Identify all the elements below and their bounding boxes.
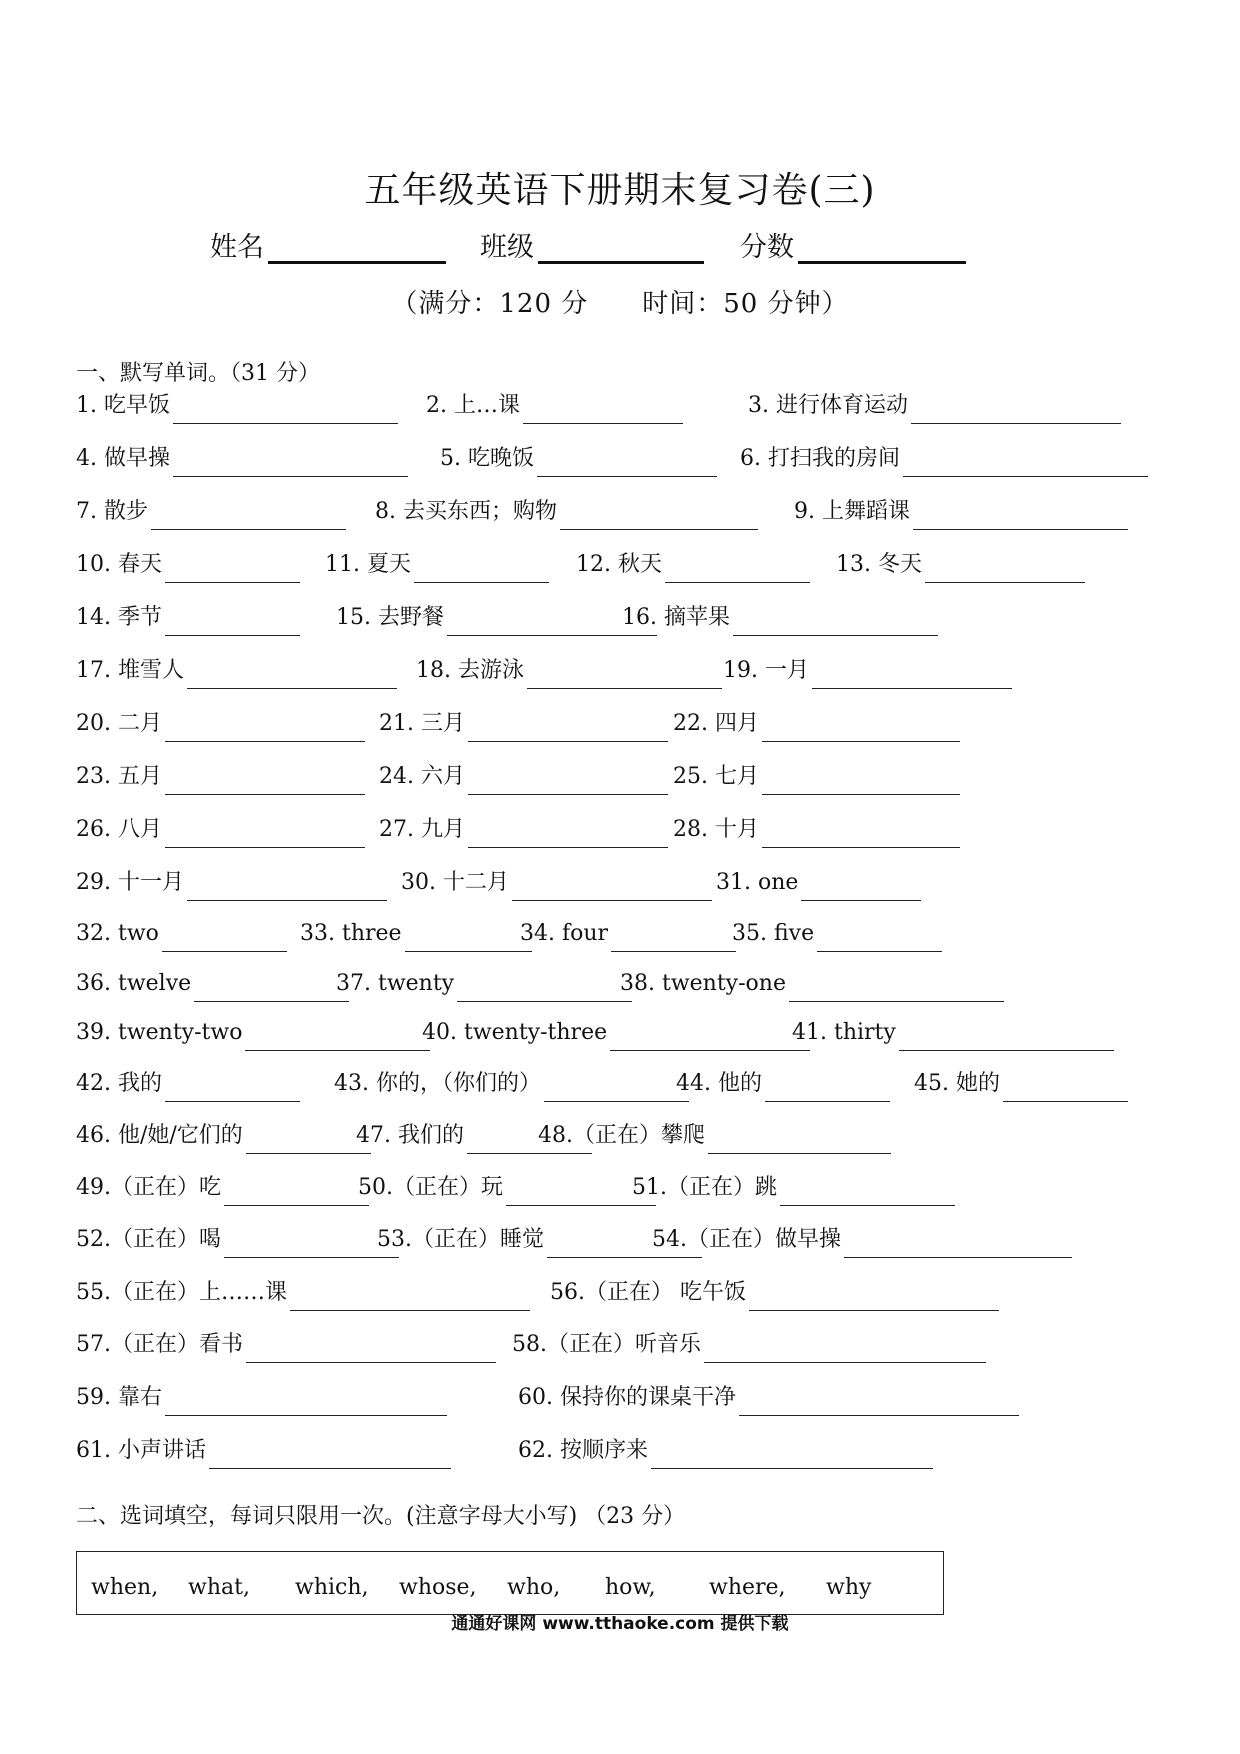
- vocabulary-prompt: 33. three: [300, 921, 402, 946]
- answer-blank[interactable]: [162, 923, 287, 952]
- answer-blank[interactable]: [610, 1022, 810, 1051]
- vocabulary-item: [723, 653, 1012, 689]
- word-bank-word: whose,: [399, 1575, 477, 1600]
- answer-blank[interactable]: [708, 1125, 891, 1154]
- vocabulary-prompt: 42. 我的: [76, 1071, 162, 1096]
- answer-blank[interactable]: [899, 1022, 1114, 1051]
- name-field[interactable]: [268, 231, 446, 264]
- vocabulary-prompt: 56.（正在） 吃午饭: [550, 1280, 746, 1305]
- vocabulary-prompt: 19. 一月: [723, 658, 809, 683]
- word-bank-word: when,: [91, 1575, 159, 1600]
- vocabulary-prompt: 22. 四月: [673, 711, 759, 736]
- answer-blank[interactable]: [414, 554, 549, 583]
- answer-blank[interactable]: [665, 554, 810, 583]
- vocabulary-prompt: 31. one: [716, 870, 799, 895]
- answer-blank[interactable]: [165, 554, 300, 583]
- vocabulary-prompt: 7. 散步: [76, 499, 148, 524]
- vocabulary-item: [76, 1327, 496, 1363]
- vocabulary-prompt: 24. 六月: [379, 764, 465, 789]
- vocabulary-prompt: 41. thirty: [792, 1020, 896, 1045]
- answer-blank[interactable]: [523, 395, 683, 424]
- footer-credit: 通通好课网 www.tthaoke.com 提供下载: [451, 1614, 789, 1634]
- answer-blank[interactable]: [468, 766, 668, 795]
- score-field[interactable]: [798, 231, 966, 264]
- answer-blank[interactable]: [173, 448, 408, 477]
- vocabulary-item: [76, 865, 387, 901]
- vocabulary-item: [620, 966, 1004, 1002]
- vocabulary-item: [732, 916, 942, 952]
- vocabulary-item: [76, 1275, 530, 1311]
- vocabulary-item: [401, 865, 712, 901]
- vocabulary-item: [76, 1380, 447, 1416]
- answer-blank[interactable]: [468, 713, 668, 742]
- vocabulary-item: [76, 547, 300, 583]
- vocabulary-prompt: 49.（正在）吃: [76, 1175, 221, 1200]
- word-bank-word: which,: [295, 1575, 369, 1600]
- vocabulary-prompt: 4. 做早操: [76, 446, 170, 471]
- vocabulary-prompt: 32. two: [76, 921, 159, 946]
- answer-blank[interactable]: [245, 1022, 430, 1051]
- vocabulary-item: [836, 547, 1085, 583]
- vocabulary-item: [375, 494, 758, 530]
- answer-blank[interactable]: [537, 448, 717, 477]
- vocabulary-prompt: 34. four: [520, 921, 609, 946]
- vocabulary-prompt: 61. 小声讲话: [76, 1438, 206, 1463]
- answer-blank[interactable]: [165, 607, 300, 636]
- answer-blank[interactable]: [165, 1387, 447, 1416]
- score-label: 分数: [740, 232, 794, 263]
- vocabulary-prompt: 29. 十一月: [76, 870, 184, 895]
- vocabulary-prompt: 48.（正在）攀爬: [538, 1123, 705, 1148]
- vocabulary-item: [550, 1275, 999, 1311]
- answer-blank[interactable]: [187, 872, 387, 901]
- answer-blank[interactable]: [405, 923, 532, 952]
- vocabulary-item: [325, 547, 549, 583]
- word-bank-word: how,: [605, 1575, 656, 1600]
- vocabulary-prompt: 58.（正在）听音乐: [512, 1332, 701, 1357]
- vocabulary-item: [379, 812, 668, 848]
- page-title: 五年级英语下册期末复习卷(三): [364, 170, 876, 211]
- vocabulary-prompt: 20. 二月: [76, 711, 162, 736]
- answer-blank[interactable]: [762, 713, 960, 742]
- answer-blank[interactable]: [187, 660, 397, 689]
- vocabulary-prompt: 62. 按顺序来: [518, 1438, 648, 1463]
- vocabulary-item: [538, 1118, 891, 1154]
- vocabulary-item: [76, 966, 349, 1002]
- class-label: 班级: [480, 232, 534, 263]
- vocabulary-item: [673, 759, 960, 795]
- answer-blank[interactable]: [925, 554, 1085, 583]
- vocabulary-item: [416, 653, 722, 689]
- answer-blank[interactable]: [512, 872, 712, 901]
- vocabulary-prompt: 51.（正在）跳: [632, 1175, 777, 1200]
- word-bank-word: what,: [188, 1575, 250, 1600]
- vocabulary-item: [673, 812, 960, 848]
- answer-blank[interactable]: [151, 501, 346, 530]
- answer-blank[interactable]: [739, 1387, 1019, 1416]
- vocabulary-prompt: 39. twenty-two: [76, 1020, 243, 1045]
- answer-blank[interactable]: [173, 395, 398, 424]
- answer-blank[interactable]: [246, 1125, 371, 1154]
- vocabulary-prompt: 54.（正在）做早操: [652, 1227, 841, 1252]
- vocabulary-item: [76, 388, 398, 424]
- vocabulary-prompt: 57.（正在）看书: [76, 1332, 243, 1357]
- answer-blank[interactable]: [651, 1440, 933, 1469]
- answer-blank[interactable]: [903, 448, 1148, 477]
- class-field[interactable]: [538, 231, 704, 264]
- vocabulary-item: [740, 441, 1148, 477]
- answer-blank[interactable]: [165, 766, 365, 795]
- vocabulary-item: [76, 653, 397, 689]
- vocabulary-prompt: 8. 去买东西；购物: [375, 499, 557, 524]
- vocabulary-prompt: 38. twenty-one: [620, 971, 786, 996]
- vocabulary-item: [748, 388, 1121, 424]
- vocabulary-prompt: 23. 五月: [76, 764, 162, 789]
- word-bank-word: who,: [507, 1575, 561, 1600]
- vocabulary-item: [76, 759, 365, 795]
- vocabulary-prompt: 1. 吃早饭: [76, 393, 170, 418]
- answer-blank[interactable]: [165, 713, 365, 742]
- vocabulary-prompt: 46. 他/她/它们的: [76, 1123, 243, 1148]
- answer-blank[interactable]: [224, 1229, 399, 1258]
- vocabulary-item: [716, 865, 921, 901]
- vocabulary-item: [76, 1170, 369, 1206]
- vocabulary-prompt: 16. 摘苹果: [622, 605, 730, 630]
- vocabulary-prompt: 13. 冬天: [836, 552, 922, 577]
- vocabulary-item: [76, 1066, 300, 1102]
- word-bank-box: [76, 1551, 944, 1615]
- vocabulary-prompt: 45. 她的: [914, 1071, 1000, 1096]
- vocabulary-prompt: 3. 进行体育运动: [748, 393, 908, 418]
- word-bank-word: where,: [709, 1575, 786, 1600]
- answer-blank[interactable]: [749, 1282, 999, 1311]
- vocabulary-prompt: 52.（正在）喝: [76, 1227, 221, 1252]
- answer-blank[interactable]: [789, 973, 1004, 1002]
- vocabulary-prompt: 36. twelve: [76, 971, 192, 996]
- vocabulary-item: [379, 759, 668, 795]
- vocabulary-item: [300, 916, 532, 952]
- vocabulary-item: [76, 494, 346, 530]
- section-2-heading: 二、选词填空，每词只限用一次。(注意字母大小写) （23 分）: [76, 1504, 686, 1529]
- vocabulary-item: [76, 441, 408, 477]
- vocabulary-item: [676, 1066, 890, 1102]
- name-label: 姓名: [210, 232, 264, 263]
- vocabulary-prompt: 26. 八月: [76, 817, 162, 842]
- vocabulary-item: [76, 916, 287, 952]
- vocabulary-item: [76, 1015, 430, 1051]
- vocabulary-prompt: 21. 三月: [379, 711, 465, 736]
- answer-blank[interactable]: [468, 819, 668, 848]
- vocabulary-prompt: 53.（正在）睡觉: [377, 1227, 544, 1252]
- vocabulary-prompt: 43. 你的，（你们的）: [334, 1071, 541, 1096]
- vocabulary-item: [520, 916, 736, 952]
- answer-blank[interactable]: [290, 1282, 530, 1311]
- vocabulary-prompt: 25. 七月: [673, 764, 759, 789]
- answer-blank[interactable]: [224, 1177, 369, 1206]
- section-1-heading: 一、默写单词。（31 分）: [76, 361, 320, 386]
- answer-blank[interactable]: [812, 660, 1012, 689]
- vocabulary-prompt: 14. 季节: [76, 605, 162, 630]
- vocabulary-prompt: 18. 去游泳: [416, 658, 524, 683]
- vocabulary-item: [76, 812, 365, 848]
- vocabulary-prompt: 37. twenty: [336, 971, 455, 996]
- answer-blank[interactable]: [165, 1073, 300, 1102]
- vocabulary-prompt: 30. 十二月: [401, 870, 509, 895]
- vocabulary-prompt: 12. 秋天: [576, 552, 662, 577]
- vocabulary-prompt: 55.（正在）上……课: [76, 1280, 287, 1305]
- answer-blank[interactable]: [780, 1177, 955, 1206]
- answer-blank[interactable]: [560, 501, 758, 530]
- word-bank-word: why: [826, 1575, 872, 1600]
- vocabulary-prompt: 5. 吃晚饭: [440, 446, 534, 471]
- vocabulary-item: [914, 1066, 1128, 1102]
- answer-blank[interactable]: [911, 395, 1121, 424]
- answer-blank[interactable]: [611, 923, 736, 952]
- answer-blank[interactable]: [704, 1334, 986, 1363]
- answer-blank[interactable]: [844, 1229, 1072, 1258]
- vocabulary-item: [512, 1327, 986, 1363]
- vocabulary-prompt: 60. 保持你的课桌干净: [518, 1385, 736, 1410]
- vocabulary-prompt: 10. 春天: [76, 552, 162, 577]
- answer-blank[interactable]: [801, 872, 921, 901]
- answer-blank[interactable]: [544, 1073, 689, 1102]
- answer-blank[interactable]: [209, 1440, 451, 1469]
- vocabulary-item: [794, 494, 1128, 530]
- vocabulary-prompt: 6. 打扫我的房间: [740, 446, 900, 471]
- vocabulary-item: [76, 1433, 451, 1469]
- vocabulary-prompt: 35. five: [732, 921, 815, 946]
- answer-blank[interactable]: [194, 973, 349, 1002]
- vocabulary-prompt: 59. 靠右: [76, 1385, 162, 1410]
- answer-blank[interactable]: [913, 501, 1128, 530]
- vocabulary-prompt: 17. 堆雪人: [76, 658, 184, 683]
- vocabulary-item: [76, 1118, 371, 1154]
- vocabulary-prompt: 15. 去野餐: [336, 605, 444, 630]
- vocabulary-item: [673, 706, 960, 742]
- vocabulary-item: [422, 1015, 810, 1051]
- vocabulary-item: [652, 1222, 1072, 1258]
- vocabulary-prompt: 28. 十月: [673, 817, 759, 842]
- answer-blank[interactable]: [765, 1073, 890, 1102]
- vocabulary-item: [336, 966, 632, 1002]
- vocabulary-prompt: 47. 我们的: [356, 1123, 464, 1148]
- vocabulary-item: [576, 547, 810, 583]
- vocabulary-item: [336, 600, 657, 636]
- vocabulary-item: [518, 1380, 1019, 1416]
- answer-blank[interactable]: [762, 819, 960, 848]
- vocabulary-item: [76, 600, 300, 636]
- vocabulary-prompt: 27. 九月: [379, 817, 465, 842]
- vocabulary-item: [358, 1170, 656, 1206]
- answer-blank[interactable]: [246, 1334, 496, 1363]
- vocabulary-item: [426, 388, 683, 424]
- answer-blank[interactable]: [762, 766, 960, 795]
- vocabulary-prompt: 44. 他的: [676, 1071, 762, 1096]
- answer-blank[interactable]: [1003, 1073, 1128, 1102]
- vocabulary-item: [792, 1015, 1114, 1051]
- vocabulary-item: [76, 1222, 399, 1258]
- vocabulary-item: [632, 1170, 955, 1206]
- vocabulary-item: [379, 706, 668, 742]
- vocabulary-item: [440, 441, 717, 477]
- answer-blank[interactable]: [165, 819, 365, 848]
- vocabulary-prompt: 11. 夏天: [325, 552, 411, 577]
- vocabulary-item: [622, 600, 938, 636]
- student-info-line: [210, 228, 1050, 268]
- answer-blank[interactable]: [817, 923, 942, 952]
- answer-blank[interactable]: [733, 607, 938, 636]
- vocabulary-item: [518, 1433, 933, 1469]
- answer-blank[interactable]: [457, 973, 632, 1002]
- vocabulary-prompt: 50.（正在）玩: [358, 1175, 503, 1200]
- vocabulary-item: [76, 706, 365, 742]
- answer-blank[interactable]: [527, 660, 722, 689]
- vocabulary-item: [334, 1066, 689, 1102]
- vocabulary-prompt: 40. twenty-three: [422, 1020, 608, 1045]
- vocabulary-prompt: 2. 上…课: [426, 393, 520, 418]
- exam-meta: （满分：120 分 时间：50 分钟）: [391, 289, 849, 319]
- vocabulary-prompt: 9. 上舞蹈课: [794, 499, 910, 524]
